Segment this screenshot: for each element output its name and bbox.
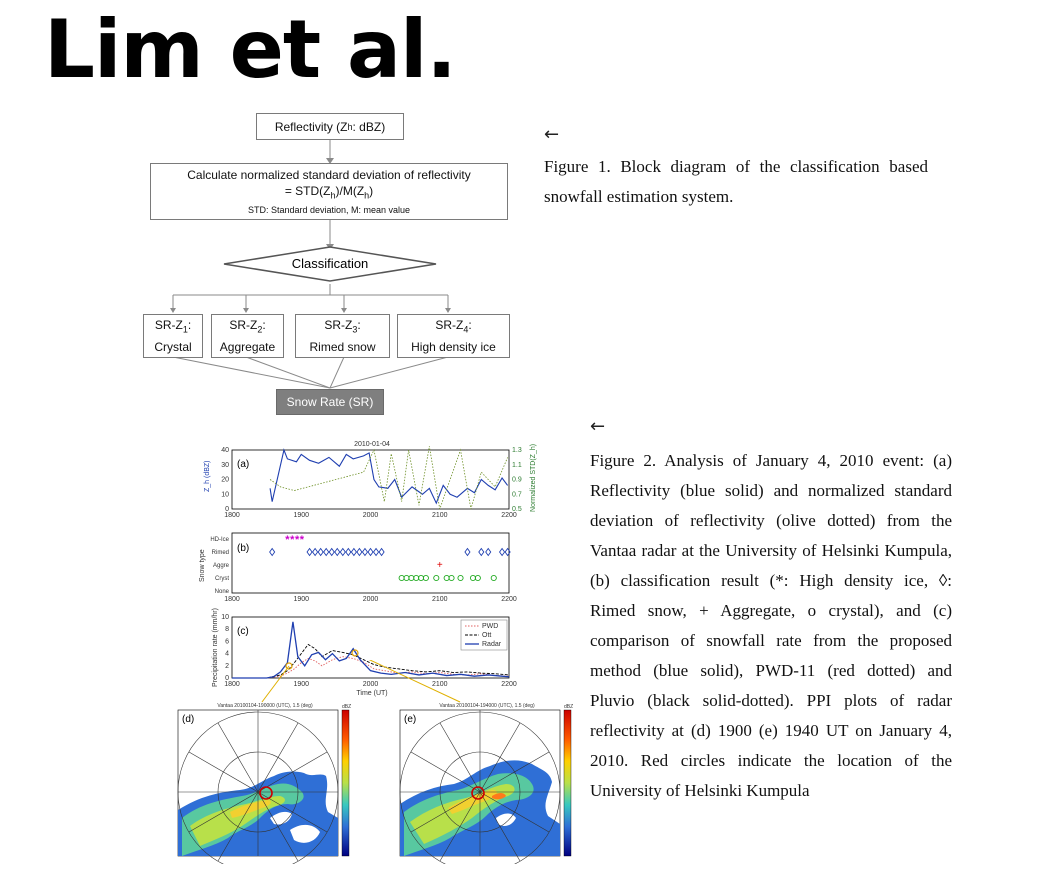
panel-c-xtick: 2000 xyxy=(362,681,379,688)
calc-line1: Calculate normalized standard deviation of reflectivity xyxy=(187,168,471,183)
colorbar-d xyxy=(342,710,349,856)
rimed-snow-point xyxy=(374,549,379,556)
legend-pwd: PWD xyxy=(482,623,499,630)
panel-c-xtick: 1800 xyxy=(224,681,240,688)
panel-a-xtick: 2100 xyxy=(431,512,448,519)
class-box-rimed-snow: $SR-Z_3$: Rimed snow xyxy=(295,314,390,358)
panel-c-ytick: 0 xyxy=(225,675,229,682)
panel-a-xtick: 2000 xyxy=(362,512,379,519)
panel-a-ytick: 40 xyxy=(221,447,229,454)
panel-a-y2label: Normalized STD(Z_h) xyxy=(530,443,537,512)
panel-b-ytick: Aggre xyxy=(212,563,229,569)
rimed-snow-point xyxy=(346,549,351,556)
rimed-snow-point xyxy=(465,549,470,556)
panel-b-xtick: 1800 xyxy=(224,596,240,603)
class-box-crystal: $SR-Z_1$: Crystal xyxy=(143,314,203,358)
panel-b-ytick: Cryst xyxy=(215,576,229,582)
panel-b-ytick: HD-Ice xyxy=(210,537,229,543)
panel-c-ylabel: Precipitation rate (mm/hr) xyxy=(212,608,219,687)
ppi-d-label: (d) xyxy=(182,714,195,725)
class-box-high-density-ice: $SR-Z_4$: High density ice xyxy=(397,314,510,358)
rimed-snow-point xyxy=(340,549,345,556)
panel-c-xlabel: Time (UT) xyxy=(356,690,388,697)
panel-c-xtick: 1900 xyxy=(293,681,310,688)
calc-box xyxy=(150,163,508,220)
rimed-snow-point xyxy=(329,549,334,556)
ppi-d-title: Vantaa 20100104-190000 (UTC), 1.5 (deg) xyxy=(217,703,313,709)
panel-a-ytick: 0 xyxy=(225,506,229,513)
calc-note: STD: Standard deviation, M: mean value xyxy=(247,204,411,215)
panel-c-legend xyxy=(461,620,507,650)
panel-b-ytick: None xyxy=(214,589,229,595)
reflectivity-sub: h xyxy=(347,121,353,132)
panel-a-xtick: 1800 xyxy=(224,512,240,519)
snow-rate-box: Snow Rate (SR) xyxy=(276,389,384,415)
rimed-snow-point xyxy=(368,549,373,556)
panel-a-std-line xyxy=(270,446,508,509)
ppi-e-unit: dBZ xyxy=(564,704,574,710)
reflectivity-tail: : dBZ) xyxy=(352,119,386,134)
panel-b-xtick: 2000 xyxy=(362,596,379,603)
panel-c-label: (c) xyxy=(237,626,249,637)
panel-a-ytick: 30 xyxy=(221,461,229,469)
panel-c-ytick: 6 xyxy=(225,638,229,646)
crystal-point xyxy=(434,575,439,580)
panel-a-y2tick: 0.9 xyxy=(512,476,522,484)
legend-radar: Radar xyxy=(482,641,502,648)
panel-a-y2tick: 0.7 xyxy=(512,491,522,499)
high-density-ice-point: * xyxy=(290,534,295,546)
class-box-aggregate: $SR-Z_2$: Aggregate xyxy=(211,314,284,358)
rimed-snow-point xyxy=(324,549,329,556)
panel-a-xtick: 2200 xyxy=(501,512,517,519)
rimed-snow-point xyxy=(318,549,323,556)
reflectivity-box xyxy=(256,113,404,140)
panel-b-ytick: Rimed xyxy=(211,550,229,556)
panel-c-ytick: 8 xyxy=(225,626,229,634)
panel-c-xtick: 2100 xyxy=(431,681,448,688)
panel-a-title: 2010-01-04 xyxy=(354,441,390,448)
panel-a-reflectivity-line xyxy=(270,450,508,503)
page-title: Lim et al. xyxy=(44,3,456,96)
ppi-e-label: (e) xyxy=(404,714,417,725)
rimed-snow-point xyxy=(307,549,312,556)
rimed-snow-point xyxy=(500,549,505,556)
calc-line2: = $STD(Z_h)/M(Z_h)$ xyxy=(284,184,374,201)
rimed-snow-point xyxy=(270,549,275,556)
legend-ott: Ott xyxy=(482,632,492,639)
panel-a-ytick: 20 xyxy=(221,476,229,484)
panel-b-label: (b) xyxy=(237,543,250,554)
panel-a-y2tick: 0.5 xyxy=(512,506,522,513)
panel-c-ytick: 4 xyxy=(225,650,229,658)
panel-c-ytick: 10 xyxy=(221,614,229,621)
ppi-panel-d xyxy=(170,700,360,864)
high-density-ice-point: * xyxy=(285,534,290,546)
rimed-snow-point xyxy=(486,549,491,556)
figure-2-arrow: ← xyxy=(590,416,606,437)
aggregate-point: + xyxy=(436,560,443,571)
panel-b-xtick: 1900 xyxy=(293,596,310,603)
reflectivity-label: Reflectivity (Z xyxy=(274,119,348,134)
panel-a-y2tick: 1.3 xyxy=(512,447,522,454)
panel-a-y2tick: 1.1 xyxy=(512,461,522,469)
figure-2-caption: Figure 2. Analysis of January 4, 2010 event: (a) Reflectivity (blue solid) and normalized standard deviation of reflectivity (olive dotted) from the Vantaa radar at the University of Helsinki Kumpula, (b) classification result (*: High density ice, ◊: Rimed snow, + Aggregate, o crystal), and (c) comparison of snowfall rate from the proposed method (blue solid), PWD-11 (red dotted) and Pluvio (black solid-dotted). PPI plots of radar reflectivity at (d) 1900 (e) 1940 UT on January 4, 2010. Red circles indicate the location of the University of Helsinki Kumpula xyxy=(590,451,952,800)
panel-c-xtick: 2200 xyxy=(501,681,517,688)
high-density-ice-point: * xyxy=(299,534,305,546)
panel-c-ytick: 2 xyxy=(225,662,229,670)
ppi-e-title: Vantaa 20100104-194000 (UTC), 1.5 (deg) xyxy=(439,703,535,709)
panel-b-xtick: 2100 xyxy=(431,596,448,603)
rimed-snow-point xyxy=(479,549,484,556)
rimed-snow-point xyxy=(335,549,340,556)
rimed-snow-point xyxy=(362,549,367,556)
ppi-d-unit: dBZ xyxy=(342,704,352,710)
panel-b-xtick: 2200 xyxy=(501,596,517,603)
rimed-snow-point xyxy=(357,549,362,556)
panel-a-xtick: 1900 xyxy=(293,512,310,519)
panel-b-ylabel: Snow type xyxy=(199,549,206,582)
high-density-ice-point: * xyxy=(294,534,300,546)
figure-1-arrow: ← xyxy=(544,124,560,145)
rimed-snow-point xyxy=(379,549,384,556)
panel-a-ylabel: Z_h (dBZ) xyxy=(204,460,211,492)
panel-a-label: (a) xyxy=(237,459,250,470)
crystal-point xyxy=(491,575,496,580)
figure-1-caption: Figure 1. Block diagram of the classification based snowfall estimation system. xyxy=(544,157,928,206)
classification-label: Classification xyxy=(291,256,369,271)
panel-a-ytick: 10 xyxy=(221,491,229,499)
panel-b-frame xyxy=(232,533,509,593)
crystal-point xyxy=(458,575,463,580)
rimed-snow-point xyxy=(313,549,318,556)
colorbar-e xyxy=(564,710,571,856)
ppi-panel-e xyxy=(392,700,582,864)
rimed-snow-point xyxy=(351,549,356,556)
